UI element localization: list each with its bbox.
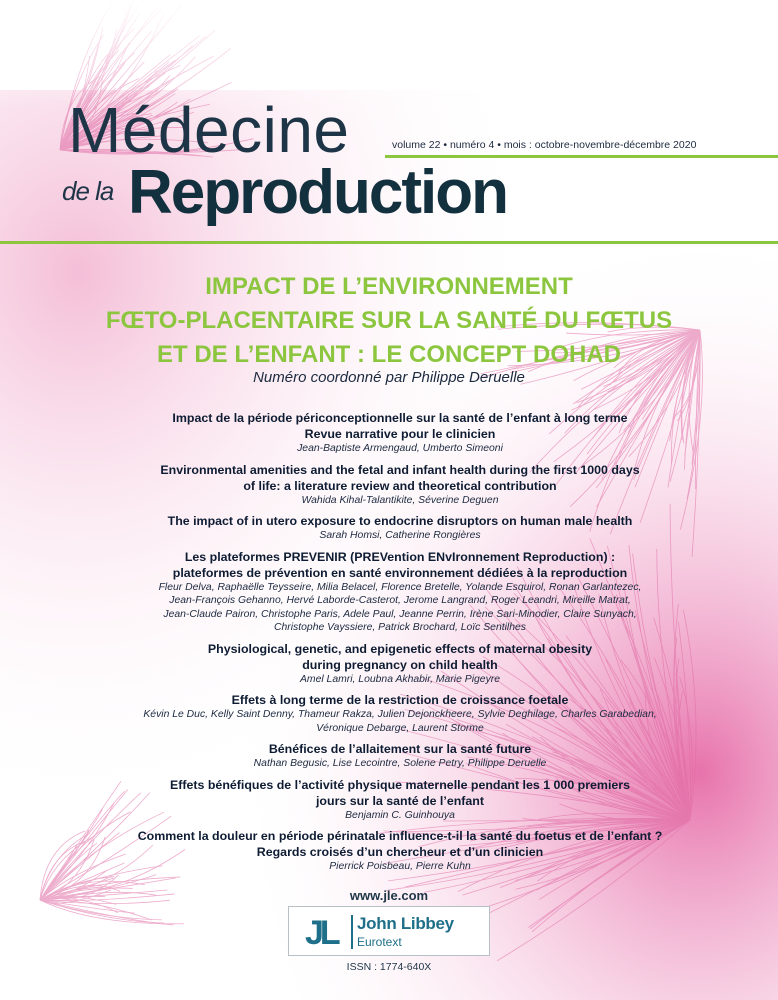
article-authors	[95, 581, 705, 635]
issue-title-line: ET DE L’ENFANT : LE CONCEPT DOHAD	[156, 341, 621, 368]
article-authors: Pierrick Poisbeau, Pierre Kuhn	[329, 861, 471, 872]
article-title: Les plateformes PREVENIR (PREVention ENvIronnement Reproduction) :	[184, 549, 616, 564]
issue-theme-title	[0, 270, 778, 372]
article-title: plateformes de prévention en santé environnement dédiées à la reproduction	[172, 565, 628, 580]
toc-entry	[95, 549, 705, 635]
toc-entry	[95, 641, 705, 687]
article-title: of life: a literature review and theoretical contribution	[243, 478, 557, 493]
article-title: Revue narrative pour le clinicien	[304, 427, 496, 441]
toc-entry	[95, 777, 705, 823]
author-line: Jean-François Gehanno, Hervé Laborde-Casterot, Jerome Langrand, Roger Leandri, Mireille Matrat,	[169, 595, 631, 606]
issue-title-line: FŒTO-PLACENTAIRE SUR LA SANTÉ DU FŒTUS	[105, 307, 673, 334]
volume-issue-line: volume 22 • numéro 4 • mois : octobre-novembre-décembre 2020	[392, 139, 697, 151]
author-line: Kévin Le Duc, Kelly Saint Denny, Thameur Rakza, Julien Dejonckheere, Sylvie Deghilage, Charles Garabedian,	[143, 709, 657, 720]
publisher-subname: Eurotext	[357, 935, 402, 949]
toc-entry	[95, 462, 705, 508]
toc-entry	[95, 692, 705, 735]
journal-title-medecine: Médecine	[68, 94, 350, 166]
publisher-logo	[288, 906, 490, 956]
article-authors: Nathan Begusic, Lise Lecointre, Solene Petry, Philippe Deruelle	[253, 758, 547, 769]
table-of-contents	[95, 410, 705, 880]
article-title: Regards croisés d’un chercheur et d’un clinicien	[256, 845, 544, 859]
logo-divider	[351, 915, 353, 949]
article-title: Physiological, genetic, and epigenetic effects of maternal obesity	[207, 641, 593, 656]
article-title: Comment la douleur en période périnatale influence-t-il la santé du foetus et de l’enfant ?	[137, 829, 663, 843]
toc-entry	[95, 410, 705, 456]
article-title: The impact of in utero exposure to endocrine disruptors on human male health	[167, 514, 633, 528]
article-title: Effets bénéfiques de l’activité physique maternelle pendant les 1 000 premiers	[170, 777, 630, 792]
article-title: Bénéfices de l’allaitement sur la santé future	[268, 742, 532, 756]
journal-title-de-la: de la	[62, 176, 114, 206]
publisher-name: John Libbey	[357, 914, 454, 933]
article-title: Impact de la période périconceptionnelle sur la santé de l’enfant à long terme	[172, 411, 628, 425]
author-line: Fleur Delva, Raphaëlle Teysseire, Milia Belacel, Florence Bretelle, Yolande Esquirol, Ronan Garlantezec,	[158, 581, 642, 593]
jl-logo-mark-icon	[303, 913, 351, 949]
article-authors	[95, 708, 705, 735]
issue-coordinator: Numéro coordonné par Philippe Deruelle	[253, 369, 525, 386]
journal-title-reproduction: Reproduction	[128, 158, 507, 227]
article-title: jours sur la santé de l’enfant	[315, 793, 484, 808]
publisher-url[interactable]: www.jle.com	[349, 888, 429, 903]
article-title: during pregnancy on child health	[302, 657, 498, 672]
article-authors: Wahida Kihal-Talantikite, Séverine Deguen	[301, 494, 499, 506]
author-line: Jean-Claude Pairon, Christophe Paris, Adele Paul, Jeanne Perrin, Irène Sari-Minodier, Claire Sunyach,	[163, 608, 637, 620]
svg-text:JL: JL	[305, 914, 337, 949]
toc-entry	[95, 513, 705, 543]
issn-number: ISSN : 1774-640X	[346, 961, 432, 973]
header-rule-bottom	[0, 241, 778, 244]
article-authors: Jean-Baptiste Armengaud, Umberto Simeoni	[297, 443, 503, 454]
article-authors: Sarah Homsi, Catherine Rongières	[319, 530, 481, 541]
toc-entry	[95, 741, 705, 771]
article-title: Environmental amenities and the fetal and infant health during the first 1000 days	[160, 462, 640, 477]
toc-entry	[95, 828, 705, 874]
author-line: Véronique Debarge, Laurent Storme	[316, 722, 484, 734]
article-title: Effets à long terme de la restriction de croissance foetale	[231, 693, 569, 707]
author-line: Christophe Vayssiere, Patrick Brochard, Loïc Sentilhes	[274, 622, 526, 633]
article-authors: Amel Lamri, Loubna Akhabir, Marie Pigeyre	[299, 673, 501, 685]
issue-title-line: IMPACT DE L’ENVIRONNEMENT	[205, 273, 573, 300]
article-authors: Benjamin C. Guinhouya	[345, 809, 455, 821]
